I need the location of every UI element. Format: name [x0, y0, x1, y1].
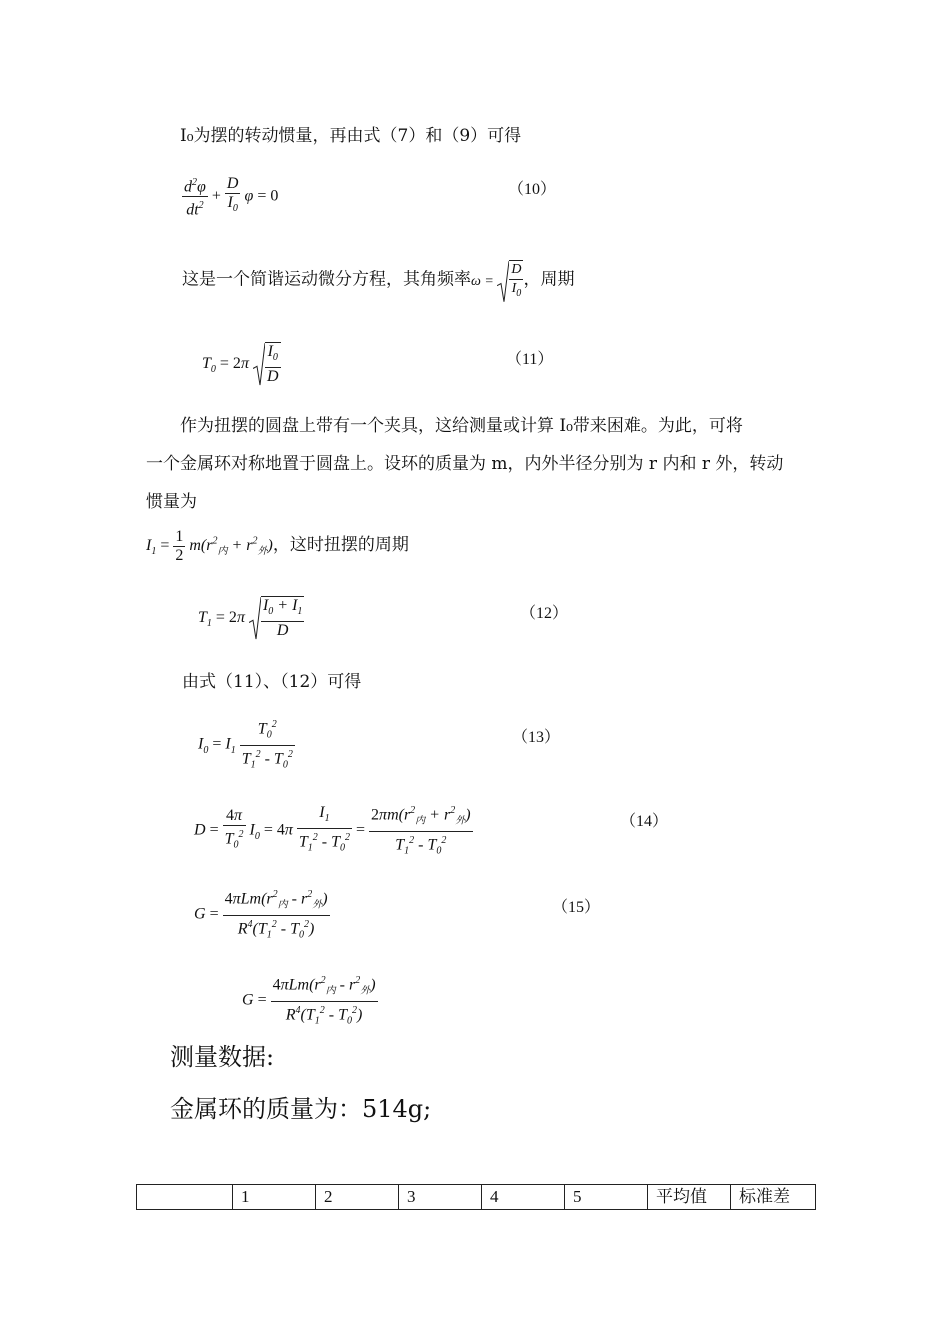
equation-number-10: （10）	[508, 181, 557, 198]
omega-formula: ω = $\frac{D}{I_0}$	[471, 274, 523, 289]
table-header-cell: 平均值	[648, 1185, 731, 1210]
table-header-cell: 1	[233, 1185, 316, 1210]
table-header-row	[137, 1185, 816, 1210]
table-header-cell: 标准差	[731, 1185, 816, 1210]
table-header-cell: 3	[399, 1185, 482, 1210]
equation-number-12: （12）	[520, 605, 569, 622]
equation-12: $T_1 = 2\pi$ $\frac{I_0 + I_1}{D}$	[198, 597, 303, 640]
paragraph-intro: I₀为摆的转动惯量，再由式（7）和（9）可得	[180, 126, 522, 146]
equation-number-15: （15）	[552, 899, 601, 916]
equation-11: $T_0 = 2\pi$ $\frac{I_0}{D}$	[202, 343, 279, 386]
table-header-cell	[137, 1185, 233, 1210]
equation-number-14: （14）	[620, 813, 669, 830]
table-header-cell: 5	[565, 1185, 648, 1210]
paragraph-derive: 由式（11）、（12）可得	[182, 672, 362, 692]
inertia-formula: $I_1$ = $\frac{1}{2}$ $m(r^2_内 + r^2_外)$，这时扭摆的周期	[146, 528, 409, 564]
paragraph-text-b: ，周期	[523, 269, 575, 290]
measurement-table	[136, 1184, 816, 1210]
equation-number-13: （13）	[512, 729, 561, 746]
paragraph-angular-frequency	[182, 260, 574, 303]
equation-15-repeat: G = $\frac{4\pi Lm(r^2_内 - r^2_外)}{R^4(T_1^2 - T_0^2)}$	[242, 972, 378, 1030]
table-header-cell: 4	[482, 1185, 565, 1210]
table-header-cell: 2	[316, 1185, 399, 1210]
equation-13: $I_0 = I_1$ $\frac{T_0^2}{T_1^2 - T_0^2}$	[198, 716, 295, 774]
paragraph-ring-line2: 一个金属环对称地置于圆盘上。设环的质量为 m，内外半径分别为 r 内和 r 外，转动	[146, 454, 784, 474]
equation-number-11: （11）	[506, 351, 554, 368]
heading-ring-mass: 金属环的质量为：514g;	[170, 1095, 432, 1123]
heading-measurement-data: 测量数据:	[170, 1043, 275, 1071]
paragraph-ring-line1: 作为扭摆的圆盘上带有一个夹具，这给测量或计算 I₀带来困难。为此，可将	[180, 416, 743, 436]
equation-10: $\frac{d^2\varphi}{dt^2}$ + $\frac{D}{I_0}$ φ = 0	[184, 175, 279, 219]
paragraph-ring-line3: 惯量为	[146, 492, 197, 512]
equation-14: D = $\frac{4\pi}{T_0^2}$ $I_0 = 4\pi$ $\frac{I_1}{T_1^2 - T_0^2}$ = $\frac{2\pi m(r^2_内 + r^2_外)}{T_1^2 - T_0^2}$	[194, 802, 473, 860]
equation-15: G = $\frac{4\pi Lm(r^2_内 - r^2_外)}{R^4(T_1^2 - T_0^2)}$	[194, 886, 330, 944]
paragraph-text-a: 这是一个简谐运动微分方程，其角频率	[182, 269, 471, 290]
paragraph-period-text: ，这时扭摆的周期	[272, 535, 409, 556]
